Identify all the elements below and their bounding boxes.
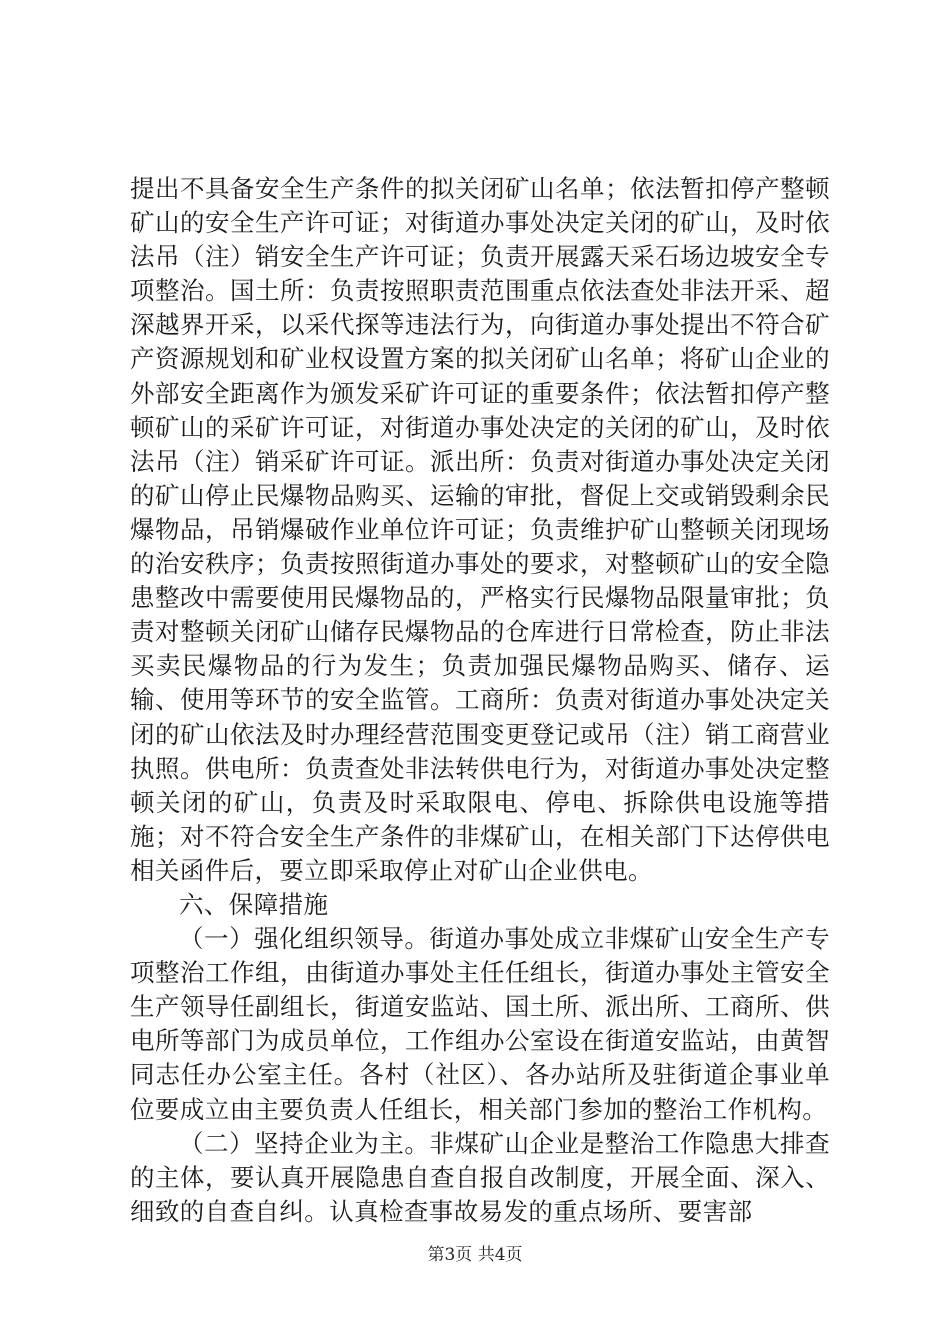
page-footer [0, 1244, 950, 1266]
section-heading-safeguards: 六、保障措施 [179, 889, 329, 919]
paragraph-organization-leadership: （一）强化组织领导。街道办事处成立非煤矿山安全生产专项整治工作组，由街道办事处主任任组长，街道办事处主管安全生产领导任副组长，街道安监站、国土所、派出所、工商所、供电所等部门为成员单位，工作组办公室设在街道安监站，由黄智同志任办公室主任。各村（社区）、各办站所及驻街道企事业单位要成立由主要负责人任组长，相关部门参加的整治工作机构。 [130, 924, 830, 1124]
document-body [130, 172, 830, 1229]
paragraph-responsibilities: 提出不具备安全生产条件的拟关闭矿山名单；依法暂扣停产整顿矿山的安全生产许可证；对街道办事处决定关闭的矿山，及时依法吊（注）销安全生产许可证；负责开展露天采石场边坡安全专项整治。国土所：负责按照职责范围重点依法查处非法开采、超深越界开采，以采代探等违法行为，向街道办事处提出不符合矿产资源规划和矿业权设置方案的拟关闭矿山名单；将矿山企业的外部安全距离作为颁发采矿许可证的重要条件；依法暂扣停产整顿矿山的采矿许可证，对街道办事处决定的关闭的矿山，及时依法吊（注）销采矿许可证。派出所：负责对街道办事处决定关闭的矿山停止民爆物品购买、运输的审批，督促上交或销毁剩余民爆物品，吊销爆破作业单位许可证；负责维护矿山整顿关闭现场的治安秩序；负责按照街道办事处的要求，对整顿矿山的安全隐患整改中需要使用民爆物品的，严格实行民爆物品限量审批；负责对整顿关闭矿山储存民爆物品的仓库进行日常检查，防止非法买卖民爆物品的行为发生；负责加强民爆物品购买、储存、运输、使用等环节的安全监管。工商所：负责对街道办事处决定关闭的矿山依法及时办理经营范围变更登记或吊（注）销工商营业执照。供电所：负责查处非法转供电行为，对街道办事处决定整顿关闭的矿山，负责及时采取限电、停电、拆除供电设施等措施；对不符合安全生产条件的非煤矿山，在相关部门下达停供电相关函件后，要立即采取停止对矿山企业供电。 [130, 174, 830, 885]
page-number: 第3页 共4页 [427, 1245, 523, 1265]
paragraph-enterprise-primary: （二）坚持企业为主。非煤矿山企业是整治工作隐患大排查的主体，要认真开展隐患自查自报自改制度，开展全面、深入、细致的自查自纠。认真检查事故易发的重点场所、要害部 [130, 1128, 830, 1226]
